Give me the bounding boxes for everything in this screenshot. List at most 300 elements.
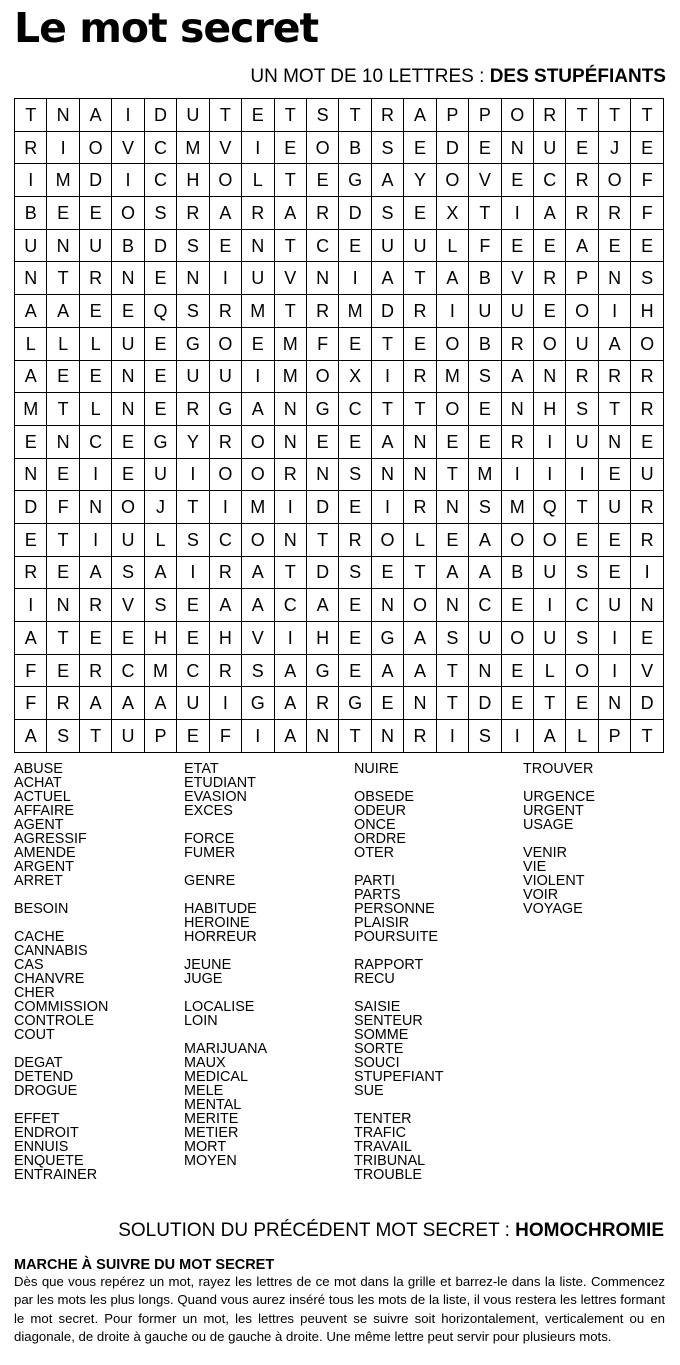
grid-cell[interactable]: U (566, 327, 598, 360)
word-item[interactable]: ARGENT (14, 859, 74, 875)
grid-cell[interactable]: G (242, 687, 274, 720)
grid-cell[interactable]: U (469, 622, 501, 655)
grid-cell[interactable]: B (469, 262, 501, 295)
grid-cell[interactable]: N (112, 393, 144, 426)
word-item[interactable]: HEROINE (184, 915, 250, 931)
grid-cell[interactable]: E (598, 556, 630, 589)
grid-cell[interactable]: L (15, 327, 47, 360)
word-item[interactable]: ENQUETE (14, 1153, 84, 1169)
word-item[interactable]: CANNABIS (14, 943, 88, 959)
grid-cell[interactable]: M (436, 360, 468, 393)
grid-cell[interactable]: E (501, 229, 533, 262)
word-item[interactable]: EVASION (184, 789, 247, 805)
grid-cell[interactable]: F (631, 164, 664, 197)
grid-cell[interactable]: I (501, 720, 533, 753)
word-item[interactable]: TRAFIC (354, 1125, 406, 1141)
grid-cell[interactable]: T (436, 654, 468, 687)
grid-cell[interactable]: G (209, 393, 241, 426)
grid-cell[interactable]: I (47, 131, 79, 164)
grid-cell[interactable]: A (144, 687, 176, 720)
grid-cell[interactable]: E (339, 229, 371, 262)
grid-cell[interactable]: P (436, 99, 468, 132)
grid-cell[interactable]: R (566, 164, 598, 197)
grid-cell[interactable]: T (306, 523, 338, 556)
word-item[interactable]: ARRET (14, 873, 63, 889)
grid-cell[interactable]: N (47, 99, 79, 132)
grid-cell[interactable]: O (112, 491, 144, 524)
grid-cell[interactable]: T (404, 393, 436, 426)
grid-cell[interactable]: N (501, 393, 533, 426)
grid-cell[interactable]: A (371, 262, 403, 295)
word-item[interactable]: BESOIN (14, 901, 69, 917)
grid-cell[interactable]: F (15, 687, 47, 720)
grid-cell[interactable]: O (631, 327, 664, 360)
grid-cell[interactable]: R (631, 523, 664, 556)
grid-cell[interactable]: O (242, 458, 274, 491)
grid-cell[interactable]: G (177, 327, 209, 360)
grid-cell[interactable]: R (79, 262, 111, 295)
grid-cell[interactable]: E (469, 393, 501, 426)
grid-cell[interactable]: L (566, 720, 598, 753)
grid-cell[interactable]: N (598, 687, 630, 720)
grid-cell[interactable]: D (79, 164, 111, 197)
grid-cell[interactable]: M (501, 491, 533, 524)
grid-cell[interactable]: A (274, 197, 306, 230)
grid-cell[interactable]: N (177, 262, 209, 295)
grid-cell[interactable]: N (15, 262, 47, 295)
grid-cell[interactable]: E (177, 622, 209, 655)
grid-cell[interactable]: R (371, 99, 403, 132)
grid-cell[interactable]: U (371, 229, 403, 262)
grid-cell[interactable]: N (112, 262, 144, 295)
word-item[interactable]: CONTROLE (14, 1013, 94, 1029)
grid-cell[interactable]: U (534, 131, 566, 164)
grid-cell[interactable]: D (436, 131, 468, 164)
grid-cell[interactable]: S (112, 556, 144, 589)
word-item[interactable]: ONCE (354, 817, 396, 833)
grid-cell[interactable]: E (436, 523, 468, 556)
grid-cell[interactable]: R (177, 197, 209, 230)
grid-cell[interactable]: R (566, 360, 598, 393)
word-item[interactable]: DROGUE (14, 1083, 78, 1099)
grid-cell[interactable]: U (598, 589, 630, 622)
grid-cell[interactable]: C (534, 164, 566, 197)
grid-cell[interactable]: E (371, 556, 403, 589)
grid-cell[interactable]: E (469, 425, 501, 458)
grid-cell[interactable]: H (631, 295, 664, 328)
word-item[interactable]: SENTEUR (354, 1013, 423, 1029)
grid-cell[interactable]: S (566, 393, 598, 426)
grid-cell[interactable]: I (209, 262, 241, 295)
grid-cell[interactable]: O (566, 654, 598, 687)
grid-cell[interactable]: A (501, 360, 533, 393)
grid-cell[interactable]: E (209, 229, 241, 262)
grid-cell[interactable]: N (47, 425, 79, 458)
grid-cell[interactable]: R (534, 99, 566, 132)
grid-cell[interactable]: O (501, 622, 533, 655)
grid-cell[interactable]: H (534, 393, 566, 426)
grid-cell[interactable]: I (112, 99, 144, 132)
grid-cell[interactable]: T (566, 491, 598, 524)
grid-cell[interactable]: E (112, 622, 144, 655)
grid-cell[interactable]: F (47, 491, 79, 524)
grid-cell[interactable]: S (566, 556, 598, 589)
grid-cell[interactable]: D (371, 295, 403, 328)
grid-cell[interactable]: I (534, 458, 566, 491)
grid-cell[interactable]: A (242, 589, 274, 622)
grid-cell[interactable]: T (47, 622, 79, 655)
word-item[interactable]: SOMME (354, 1027, 409, 1043)
word-item[interactable]: EFFET (14, 1111, 60, 1127)
word-item[interactable]: URGENT (523, 803, 584, 819)
grid-cell[interactable]: O (112, 197, 144, 230)
grid-cell[interactable]: O (209, 327, 241, 360)
word-item[interactable]: PARTI (354, 873, 396, 889)
grid-cell[interactable]: E (112, 425, 144, 458)
grid-cell[interactable]: E (112, 295, 144, 328)
grid-cell[interactable]: R (306, 295, 338, 328)
grid-cell[interactable]: R (306, 687, 338, 720)
grid-cell[interactable]: L (404, 523, 436, 556)
grid-cell[interactable]: U (112, 327, 144, 360)
grid-cell[interactable]: E (501, 687, 533, 720)
grid-cell[interactable]: N (242, 229, 274, 262)
word-item[interactable]: CAS (14, 957, 44, 973)
word-item[interactable]: ABUSE (14, 761, 63, 777)
grid-cell[interactable]: M (15, 393, 47, 426)
grid-cell[interactable]: N (79, 491, 111, 524)
word-item[interactable]: HORREUR (184, 929, 257, 945)
grid-cell[interactable]: U (209, 360, 241, 393)
grid-cell[interactable]: R (501, 425, 533, 458)
grid-cell[interactable]: O (501, 523, 533, 556)
grid-cell[interactable]: M (274, 360, 306, 393)
grid-cell[interactable]: S (469, 720, 501, 753)
grid-cell[interactable]: E (47, 458, 79, 491)
grid-cell[interactable]: N (306, 458, 338, 491)
grid-cell[interactable]: N (469, 654, 501, 687)
grid-cell[interactable]: J (144, 491, 176, 524)
grid-cell[interactable]: N (501, 131, 533, 164)
grid-cell[interactable]: U (631, 458, 664, 491)
grid-cell[interactable]: T (15, 99, 47, 132)
grid-cell[interactable]: I (15, 164, 47, 197)
grid-cell[interactable]: E (501, 654, 533, 687)
word-item[interactable]: JEUNE (184, 957, 232, 973)
grid-cell[interactable]: R (209, 654, 241, 687)
grid-cell[interactable]: R (209, 425, 241, 458)
grid-cell[interactable]: A (79, 556, 111, 589)
grid-cell[interactable]: H (144, 622, 176, 655)
grid-cell[interactable]: R (177, 393, 209, 426)
grid-cell[interactable]: E (404, 131, 436, 164)
grid-cell[interactable]: G (339, 164, 371, 197)
grid-cell[interactable]: I (534, 589, 566, 622)
grid-cell[interactable]: A (371, 425, 403, 458)
grid-cell[interactable]: T (274, 164, 306, 197)
word-item[interactable]: CHER (14, 985, 55, 1001)
grid-cell[interactable]: D (469, 687, 501, 720)
grid-cell[interactable]: I (436, 295, 468, 328)
grid-cell[interactable]: U (534, 556, 566, 589)
grid-cell[interactable]: E (404, 197, 436, 230)
grid-cell[interactable]: Y (404, 164, 436, 197)
word-item[interactable]: OTER (354, 845, 394, 861)
grid-cell[interactable]: R (501, 327, 533, 360)
grid-cell[interactable]: I (339, 262, 371, 295)
grid-cell[interactable]: S (242, 654, 274, 687)
word-item[interactable]: URGENCE (523, 789, 595, 805)
grid-cell[interactable]: N (598, 262, 630, 295)
grid-cell[interactable]: A (112, 687, 144, 720)
grid-cell[interactable]: A (274, 654, 306, 687)
grid-cell[interactable]: R (566, 197, 598, 230)
grid-cell[interactable]: M (242, 295, 274, 328)
grid-cell[interactable]: T (209, 99, 241, 132)
grid-cell[interactable]: T (436, 687, 468, 720)
word-item[interactable]: COMMISSION (14, 999, 109, 1015)
grid-cell[interactable]: E (339, 491, 371, 524)
grid-cell[interactable]: E (177, 589, 209, 622)
grid-cell[interactable]: T (47, 262, 79, 295)
grid-cell[interactable]: N (15, 458, 47, 491)
word-item[interactable]: ODEUR (354, 803, 406, 819)
grid-cell[interactable]: E (404, 327, 436, 360)
grid-cell[interactable]: R (404, 720, 436, 753)
grid-cell[interactable]: G (339, 687, 371, 720)
grid-cell[interactable]: E (566, 523, 598, 556)
grid-cell[interactable]: S (371, 197, 403, 230)
grid-cell[interactable]: N (371, 589, 403, 622)
grid-cell[interactable]: E (598, 458, 630, 491)
grid-cell[interactable]: B (339, 131, 371, 164)
grid-cell[interactable]: T (566, 99, 598, 132)
grid-cell[interactable]: A (274, 687, 306, 720)
grid-cell[interactable]: C (274, 589, 306, 622)
grid-cell[interactable]: E (598, 523, 630, 556)
grid-cell[interactable]: U (79, 229, 111, 262)
grid-cell[interactable]: I (15, 589, 47, 622)
grid-cell[interactable]: I (177, 556, 209, 589)
word-item[interactable]: PERSONNE (354, 901, 435, 917)
word-item[interactable]: USAGE (523, 817, 574, 833)
grid-cell[interactable]: E (15, 523, 47, 556)
word-item[interactable]: DEGAT (14, 1055, 63, 1071)
grid-cell[interactable]: T (339, 99, 371, 132)
word-item[interactable]: MENTAL (184, 1097, 242, 1113)
grid-cell[interactable]: R (598, 360, 630, 393)
grid-cell[interactable]: E (144, 393, 176, 426)
grid-cell[interactable]: N (404, 458, 436, 491)
grid-cell[interactable]: C (306, 229, 338, 262)
word-item[interactable]: CHANVRE (14, 971, 85, 987)
word-item[interactable]: ENDROIT (14, 1125, 79, 1141)
grid-cell[interactable]: S (469, 360, 501, 393)
grid-cell[interactable]: U (242, 262, 274, 295)
grid-cell[interactable]: A (15, 295, 47, 328)
grid-cell[interactable]: R (209, 295, 241, 328)
grid-cell[interactable]: I (242, 131, 274, 164)
grid-cell[interactable]: M (274, 327, 306, 360)
grid-cell[interactable]: T (371, 327, 403, 360)
grid-cell[interactable]: L (79, 327, 111, 360)
grid-cell[interactable]: C (339, 393, 371, 426)
grid-cell[interactable]: E (144, 327, 176, 360)
word-item[interactable]: ENNUIS (14, 1139, 69, 1155)
grid-cell[interactable]: I (209, 687, 241, 720)
grid-cell[interactable]: I (209, 491, 241, 524)
grid-cell[interactable]: L (144, 523, 176, 556)
grid-cell[interactable]: V (469, 164, 501, 197)
word-item[interactable]: DETEND (14, 1069, 74, 1085)
grid-cell[interactable]: E (112, 458, 144, 491)
grid-cell[interactable]: E (242, 327, 274, 360)
word-item[interactable]: VIE (523, 859, 547, 875)
grid-cell[interactable]: A (15, 720, 47, 753)
grid-cell[interactable]: I (371, 360, 403, 393)
grid-cell[interactable]: U (598, 491, 630, 524)
grid-cell[interactable]: H (306, 622, 338, 655)
grid-cell[interactable]: T (274, 99, 306, 132)
grid-cell[interactable]: E (47, 197, 79, 230)
grid-cell[interactable]: H (209, 622, 241, 655)
grid-cell[interactable]: N (371, 720, 403, 753)
word-item[interactable]: VOIR (523, 887, 559, 903)
word-item[interactable]: PARTS (354, 887, 401, 903)
grid-cell[interactable]: R (306, 197, 338, 230)
grid-cell[interactable]: C (177, 654, 209, 687)
grid-cell[interactable]: E (79, 295, 111, 328)
grid-cell[interactable]: V (501, 262, 533, 295)
grid-cell[interactable]: M (144, 654, 176, 687)
grid-cell[interactable]: F (469, 229, 501, 262)
grid-cell[interactable]: E (339, 589, 371, 622)
word-item[interactable]: EXCES (184, 803, 233, 819)
grid-cell[interactable]: E (339, 622, 371, 655)
grid-cell[interactable]: I (177, 458, 209, 491)
grid-cell[interactable]: A (598, 327, 630, 360)
grid-cell[interactable]: E (534, 229, 566, 262)
grid-cell[interactable]: A (209, 589, 241, 622)
grid-cell[interactable]: N (112, 360, 144, 393)
grid-cell[interactable]: N (436, 589, 468, 622)
grid-cell[interactable]: A (209, 197, 241, 230)
grid-cell[interactable]: O (242, 523, 274, 556)
grid-cell[interactable]: N (631, 589, 664, 622)
grid-cell[interactable]: R (534, 262, 566, 295)
grid-cell[interactable]: R (274, 458, 306, 491)
grid-cell[interactable]: I (79, 458, 111, 491)
grid-cell[interactable]: O (534, 327, 566, 360)
grid-cell[interactable]: A (47, 295, 79, 328)
grid-cell[interactable]: O (306, 360, 338, 393)
grid-cell[interactable]: O (242, 425, 274, 458)
grid-cell[interactable]: E (469, 131, 501, 164)
grid-cell[interactable]: B (112, 229, 144, 262)
grid-cell[interactable]: O (566, 295, 598, 328)
word-item[interactable]: LOIN (184, 1013, 218, 1029)
grid-cell[interactable]: R (79, 654, 111, 687)
grid-cell[interactable]: D (144, 99, 176, 132)
grid-cell[interactable]: I (274, 622, 306, 655)
grid-cell[interactable]: F (209, 720, 241, 753)
grid-cell[interactable]: I (598, 654, 630, 687)
word-item[interactable]: JUGE (184, 971, 223, 987)
grid-cell[interactable]: E (339, 654, 371, 687)
grid-cell[interactable]: E (79, 360, 111, 393)
grid-cell[interactable]: E (631, 131, 664, 164)
word-item[interactable]: MORT (184, 1139, 227, 1155)
grid-cell[interactable]: M (177, 131, 209, 164)
word-item[interactable]: NUIRE (354, 761, 399, 777)
grid-cell[interactable]: L (47, 327, 79, 360)
grid-cell[interactable]: I (112, 164, 144, 197)
word-item[interactable]: SAISIE (354, 999, 401, 1015)
grid-cell[interactable]: S (144, 589, 176, 622)
grid-cell[interactable]: C (144, 164, 176, 197)
grid-cell[interactable]: R (15, 556, 47, 589)
grid-cell[interactable]: N (436, 491, 468, 524)
grid-cell[interactable]: E (177, 720, 209, 753)
word-item[interactable]: ACHAT (14, 775, 62, 791)
grid-cell[interactable]: E (306, 164, 338, 197)
grid-cell[interactable]: N (306, 262, 338, 295)
grid-cell[interactable]: T (274, 295, 306, 328)
grid-cell[interactable]: A (79, 99, 111, 132)
grid-cell[interactable]: T (404, 556, 436, 589)
word-item[interactable]: SOUCI (354, 1055, 400, 1071)
grid-cell[interactable]: R (404, 491, 436, 524)
grid-cell[interactable]: M (339, 295, 371, 328)
word-item[interactable]: ENTRAINER (14, 1167, 98, 1183)
grid-cell[interactable]: S (371, 131, 403, 164)
grid-cell[interactable]: N (47, 589, 79, 622)
word-item[interactable]: MOYEN (184, 1153, 237, 1169)
grid-cell[interactable]: T (274, 229, 306, 262)
word-item[interactable]: POURSUITE (354, 929, 438, 945)
grid-cell[interactable]: I (242, 360, 274, 393)
grid-cell[interactable]: T (469, 197, 501, 230)
grid-cell[interactable]: U (15, 229, 47, 262)
word-item[interactable]: LOCALISE (184, 999, 255, 1015)
grid-cell[interactable]: F (15, 654, 47, 687)
grid-cell[interactable]: A (469, 523, 501, 556)
grid-cell[interactable]: A (274, 720, 306, 753)
grid-cell[interactable]: T (534, 687, 566, 720)
grid-cell[interactable]: U (566, 425, 598, 458)
grid-cell[interactable]: T (339, 720, 371, 753)
grid-cell[interactable]: T (274, 556, 306, 589)
word-item[interactable]: RECU (354, 971, 395, 987)
grid-cell[interactable]: O (436, 164, 468, 197)
grid-cell[interactable]: E (306, 425, 338, 458)
grid-cell[interactable]: E (47, 360, 79, 393)
grid-cell[interactable]: G (306, 654, 338, 687)
grid-cell[interactable]: O (534, 523, 566, 556)
grid-cell[interactable]: A (534, 197, 566, 230)
grid-cell[interactable]: U (404, 229, 436, 262)
grid-cell[interactable]: A (371, 164, 403, 197)
grid-cell[interactable]: X (436, 197, 468, 230)
grid-cell[interactable]: D (144, 229, 176, 262)
grid-cell[interactable]: I (274, 491, 306, 524)
grid-cell[interactable]: G (371, 622, 403, 655)
grid-cell[interactable]: E (436, 425, 468, 458)
grid-cell[interactable]: B (501, 556, 533, 589)
grid-cell[interactable]: C (79, 425, 111, 458)
grid-cell[interactable]: S (631, 262, 664, 295)
grid-cell[interactable]: I (501, 458, 533, 491)
